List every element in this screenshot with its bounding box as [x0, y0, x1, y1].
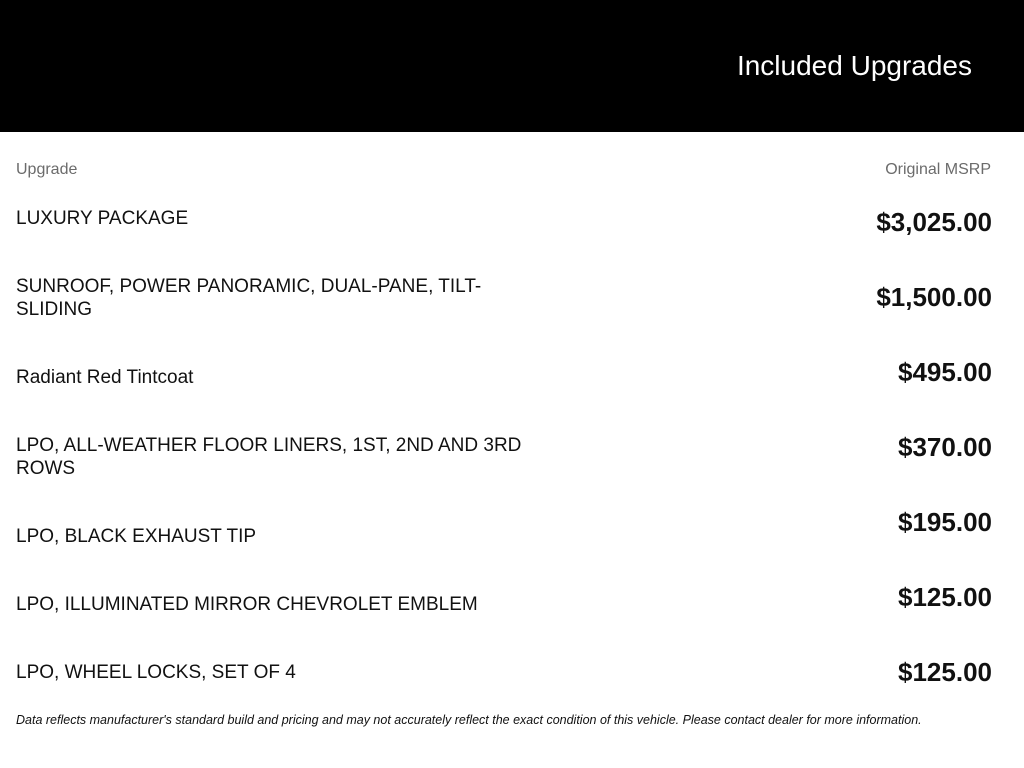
- upgrade-name: LPO, BLACK EXHAUST TIP: [16, 526, 257, 547]
- upgrade-price: $195.00: [898, 507, 992, 537]
- upgrade-price: $3,025.00: [876, 207, 992, 237]
- column-header-msrp: Original MSRP: [885, 161, 991, 178]
- disclaimer-footnote: Data reflects manufacturer's standard build and pricing and may not accurately reflect the exact condition of this vehicle. Please contact dealer for more information.: [16, 713, 922, 727]
- upgrade-name: LUXURY PACKAGE: [16, 208, 189, 229]
- upgrade-price: $495.00: [898, 357, 992, 387]
- upgrade-name: LPO, WHEEL LOCKS, SET OF 4: [16, 662, 296, 683]
- upgrade-price: $1,500.00: [876, 282, 992, 312]
- upgrade-name: Radiant Red Tintcoat: [16, 367, 194, 388]
- upgrade-price: $125.00: [898, 657, 992, 687]
- header-banner: [0, 0, 1024, 132]
- upgrade-name: LPO, ILLUMINATED MIRROR CHEVROLET EMBLEM: [16, 594, 478, 615]
- upgrade-name: LPO, ALL-WEATHER FLOOR LINERS, 1ST, 2ND AND 3RD ROWS: [16, 435, 522, 479]
- upgrade-price: $370.00: [898, 432, 992, 462]
- page-title: Included Upgrades: [736, 50, 972, 81]
- upgrade-name: SUNROOF, POWER PANORAMIC, DUAL-PANE, TILT-SLIDING: [16, 276, 482, 320]
- column-header-upgrade: Upgrade: [16, 161, 78, 178]
- upgrade-price: $125.00: [898, 582, 992, 612]
